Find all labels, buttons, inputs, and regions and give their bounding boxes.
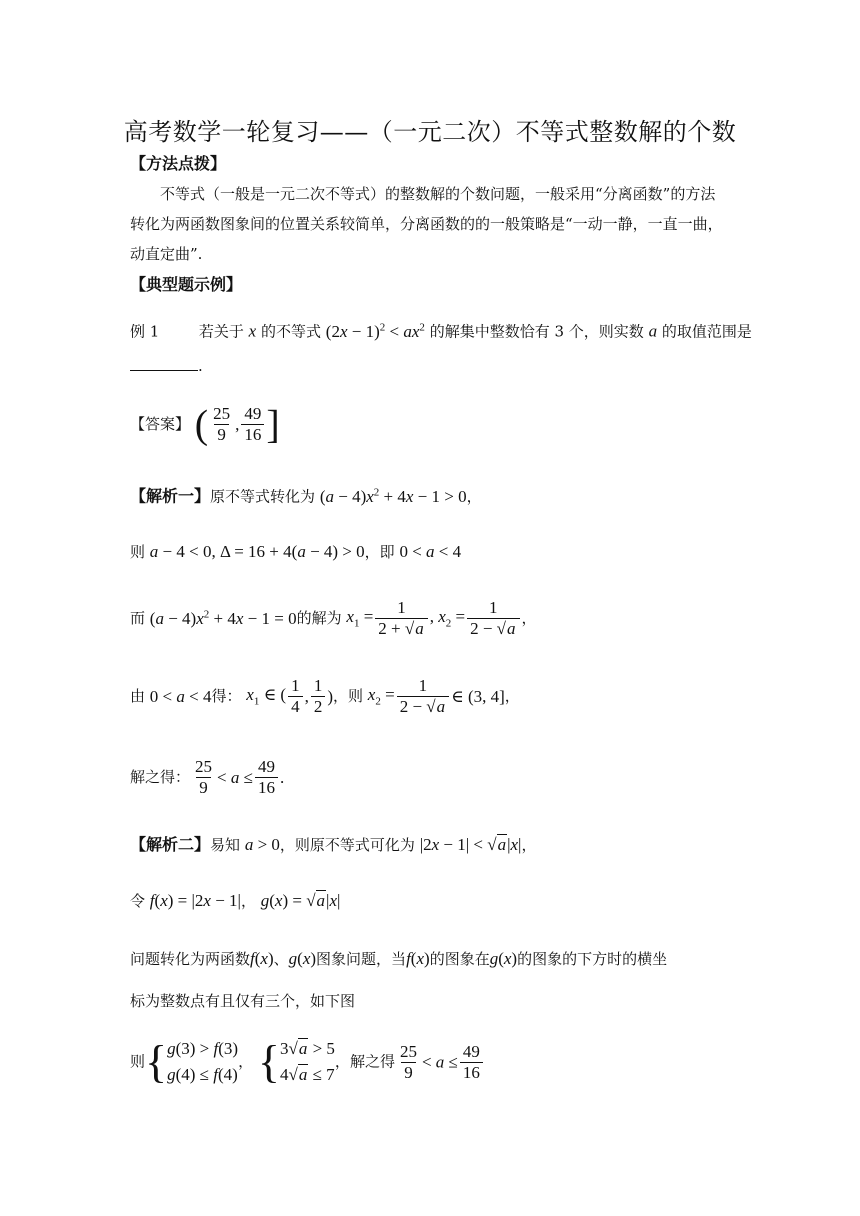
analysis1-line5: 解之得： $\frac{25}{9}$ < a ≤ $\frac{49}{16}$ . [130, 757, 285, 797]
math-discriminant: a − 4 < 0, Δ = 16 + 4(a − 4) > 0 [149, 542, 365, 561]
frac-num: 49 [244, 404, 262, 423]
blank-period: . [198, 357, 203, 375]
analysis2-text3c: 的图象在 [429, 950, 490, 968]
analysis1-text2b: ，即 [364, 543, 395, 561]
math-equation: $(a - 4)x^2 + 4x - 1 = 0$ [149, 608, 297, 629]
analysis1-text1: 原不等式转化为 [210, 487, 316, 506]
frac-25-9: $\frac{25}{9}$ [195, 757, 213, 797]
analysis1-line4: 由 0 < a < 4得： $x_1$ ∈ ( $\frac{1}{4}$ , $\frac{1}{2}$ )，则 $x_2$ = $\frac{1}{2 - √a}$ ∈ (3, 4]， [130, 676, 520, 716]
answer-fraction-2 [241, 404, 264, 445]
analysis2-text3d: 的图象的下方时的横坐 [517, 950, 668, 968]
example1-line [130, 322, 752, 340]
answer-blank [130, 356, 198, 371]
frac-num: 25 [213, 404, 231, 423]
frac-half: $\frac{1}{2}$ [311, 676, 326, 717]
analysis2-label: 【解析二】 [130, 835, 211, 854]
analysis2-line4: 标为整数点有且仅有三个，如下图 [130, 992, 356, 1010]
system-1: g(3) > f(3) g(4) ≤ f(4) [167, 1039, 239, 1084]
math-range: 0 < a < 4 [399, 542, 462, 561]
example1-text-b: 的不等式 [261, 322, 322, 341]
analysis2-text3a: 问题转化为两函数 [130, 950, 251, 968]
method-paragraph: 不等式（一般是一元二次不等式）的整数解的个数问题，一般采用“分离函数”的方法转化为两函数图象间的位置关系较简单，分离函数的的一般策略是“一动一静，一直一曲，动直定曲”. [130, 185, 723, 263]
example-heading: 【典型题示例】 [130, 275, 243, 294]
analysis2-text1b: ，则原不等式可化为 [279, 836, 415, 854]
page-title: 高考数学一轮复习——（一元二次）不等式整数解的个数 [123, 118, 737, 146]
system-2: 3√a > 5 4√a ≤ 7 [279, 1039, 335, 1084]
right-bracket: ] [266, 401, 280, 447]
math-g-def: g(x) = √a|x| [260, 891, 341, 910]
frac-den: 16 [241, 424, 264, 445]
math-inequality: $(2x - 1)^2 < ax^2$ [325, 321, 425, 341]
frac-49-16: $\frac{49}{16}$ [255, 757, 278, 798]
analysis2-text2: 令 [130, 892, 146, 910]
math-x: x [248, 321, 257, 341]
math-transformed-inequality: $(a - 4)x^2 + 4x - 1 > 0$ [319, 486, 467, 506]
analysis1-text4c: ，则 [333, 687, 364, 705]
analysis1-line1: 【解析一】原不等式转化为 $(a - 4)x^2 + 4x - 1 > 0$， [130, 486, 482, 506]
analysis1-text2: 则 [130, 543, 146, 561]
math-abs-inequality: |2x − 1| < √a|x| [419, 835, 522, 854]
analysis1-text3b: 的解为 [296, 609, 342, 627]
left-paren: ( [194, 401, 209, 447]
analysis2-text1: 易知 [210, 836, 241, 854]
analysis1-label: 【解析一】 [130, 486, 211, 506]
example1-label: 例 1 [130, 322, 160, 341]
analysis1-line2 [130, 543, 461, 560]
analysis2-line1: 【解析二】易知 a > 0，则原不等式可化为 |2x − 1| < √a|x|， [130, 835, 537, 854]
math-a: a [648, 321, 658, 341]
analysis1-line3: 而 $(a - 4)x^2 + 4x - 1 = 0$的解为 $x_1$ = $\frac{1}{2 + √a}$ , $x_2$ = $\frac{1}{2 - √a}$ ， [130, 598, 537, 638]
example1-blank-line [130, 356, 203, 374]
frac-25-9-b: $\frac{25}{9}$ [399, 1041, 417, 1082]
analysis1-text3: 而 [130, 609, 146, 627]
frac-den: 9 [214, 424, 229, 445]
frac-quarter: $\frac{1}{4}$ [288, 676, 303, 717]
method-heading: 【方法点拨】 [130, 154, 227, 173]
root-x2-fraction: $\frac{1}{2 - √a}$ [467, 598, 519, 639]
example1-text-c: 的解集中整数恰有 3 个，则实数 [429, 322, 644, 341]
analysis1-text4: 由 [130, 687, 146, 705]
analysis2-text3b: 图象问题，当 [316, 950, 407, 968]
example1-text-a: 若关于 [198, 322, 244, 341]
analysis2-text5b: 解之得 [349, 1052, 395, 1071]
analysis2-line5: 则{ g(3) > f(3) g(4) ≤ f(4) ， { 3√a > 5 4√a ≤ 7 ，解之得 $\frac{25}{9}$ < a ≤ $\frac{49}{16}$ [130, 1036, 485, 1088]
answer-line: 【答案】 ( $\frac{25}{9}$ , $\frac{49}{16}$ ] [130, 401, 280, 447]
frac-49-16-b: $\frac{49}{16}$ [460, 1042, 483, 1083]
analysis2-line3: 问题转化为两函数f(x)、g(x)图象问题，当f(x)的图象在g(x)的图象的下方时的横坐 [130, 949, 668, 968]
math-f-def: f(x) = |2x − 1| [149, 891, 241, 910]
example1-text-d: 的取值范围是 [661, 322, 752, 341]
analysis2-line2: 令 f(x) = |2x − 1|， g(x) = √a|x| [130, 891, 341, 910]
answer-fraction-1 [210, 404, 233, 445]
root-x2-fraction-2: $\frac{1}{2 - √a}$ [397, 676, 449, 717]
system-brace-1: { [145, 1036, 168, 1087]
system-brace-2: { [257, 1036, 280, 1087]
root-x1-fraction: $\frac{1}{2 + √a}$ [375, 598, 427, 639]
analysis1-text5: 解之得： [130, 768, 191, 786]
analysis1-text4b: 得： [211, 687, 242, 705]
analysis2-text5: 则 [130, 1052, 146, 1071]
answer-label: 【答案】 [130, 415, 191, 433]
